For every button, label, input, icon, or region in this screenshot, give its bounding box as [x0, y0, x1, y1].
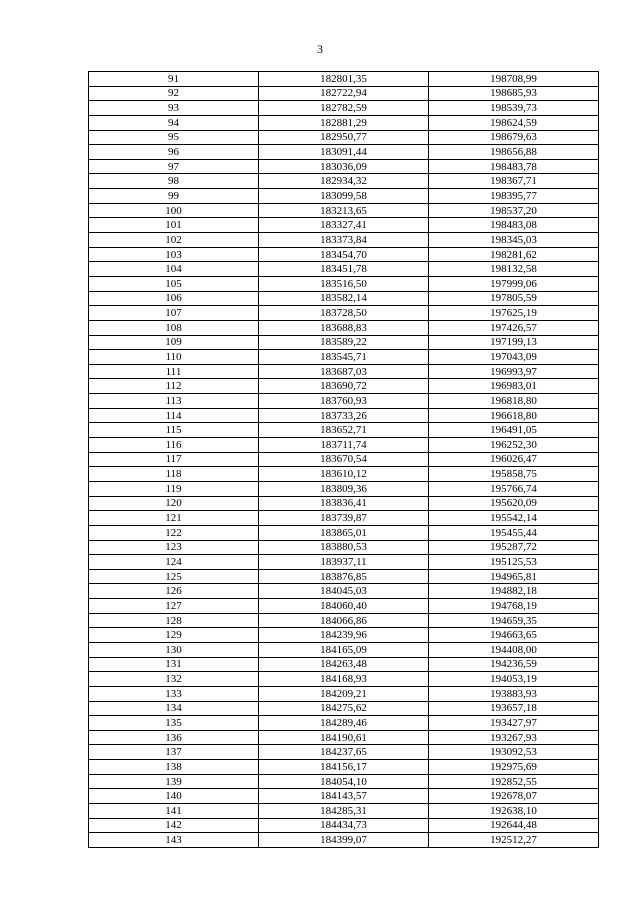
point-number-cell: 103 — [89, 247, 259, 262]
table-row — [89, 320, 599, 335]
x-coordinate-cell: 184190,61 — [259, 730, 429, 745]
y-coordinate-cell: 192852,55 — [429, 774, 599, 789]
point-number-cell: 115 — [89, 423, 259, 438]
point-number-cell: 105 — [89, 276, 259, 291]
y-coordinate-cell: 196491,05 — [429, 423, 599, 438]
point-number-cell: 135 — [89, 716, 259, 731]
table-row — [89, 394, 599, 409]
point-number-cell: 125 — [89, 569, 259, 584]
point-number-cell: 92 — [89, 86, 259, 101]
x-coordinate-cell: 183327,41 — [259, 218, 429, 233]
y-coordinate-cell: 198708,99 — [429, 72, 599, 87]
point-number-cell: 111 — [89, 364, 259, 379]
y-coordinate-cell: 198132,58 — [429, 262, 599, 277]
table-row — [89, 730, 599, 745]
table-row — [89, 218, 599, 233]
point-number-cell: 137 — [89, 745, 259, 760]
point-number-cell: 120 — [89, 496, 259, 511]
y-coordinate-cell: 193427,97 — [429, 716, 599, 731]
y-coordinate-cell: 198624,59 — [429, 115, 599, 130]
table-row — [89, 716, 599, 731]
x-coordinate-cell: 183876,85 — [259, 569, 429, 584]
table-row — [89, 467, 599, 482]
y-coordinate-cell: 195542,14 — [429, 511, 599, 526]
point-number-cell: 106 — [89, 291, 259, 306]
table-row — [89, 745, 599, 760]
point-number-cell: 140 — [89, 789, 259, 804]
x-coordinate-cell: 183373,84 — [259, 233, 429, 248]
y-coordinate-cell: 197199,13 — [429, 335, 599, 350]
table-row — [89, 247, 599, 262]
y-coordinate-cell: 198345,03 — [429, 233, 599, 248]
x-coordinate-cell: 183733,26 — [259, 408, 429, 423]
y-coordinate-cell: 196618,80 — [429, 408, 599, 423]
point-number-cell: 123 — [89, 540, 259, 555]
x-coordinate-cell: 183760,93 — [259, 394, 429, 409]
y-coordinate-cell: 196983,01 — [429, 379, 599, 394]
y-coordinate-cell: 198483,08 — [429, 218, 599, 233]
x-coordinate-cell: 183836,41 — [259, 496, 429, 511]
point-number-cell: 113 — [89, 394, 259, 409]
y-coordinate-cell: 192512,27 — [429, 833, 599, 848]
x-coordinate-cell: 182934,32 — [259, 174, 429, 189]
point-number-cell: 94 — [89, 115, 259, 130]
point-number-cell: 112 — [89, 379, 259, 394]
y-coordinate-cell: 198685,93 — [429, 86, 599, 101]
table-row — [89, 818, 599, 833]
point-number-cell: 109 — [89, 335, 259, 350]
point-number-cell: 102 — [89, 233, 259, 248]
point-number-cell: 130 — [89, 642, 259, 657]
y-coordinate-cell: 197999,06 — [429, 276, 599, 291]
x-coordinate-cell: 182722,94 — [259, 86, 429, 101]
point-number-cell: 128 — [89, 613, 259, 628]
x-coordinate-cell: 183610,12 — [259, 467, 429, 482]
y-coordinate-cell: 198395,77 — [429, 189, 599, 204]
table-row — [89, 599, 599, 614]
table-row — [89, 686, 599, 701]
point-number-cell: 121 — [89, 511, 259, 526]
page-number: 3 — [317, 42, 323, 56]
y-coordinate-cell: 197426,57 — [429, 320, 599, 335]
point-number-cell: 136 — [89, 730, 259, 745]
y-coordinate-cell: 196818,80 — [429, 394, 599, 409]
x-coordinate-cell: 183451,78 — [259, 262, 429, 277]
point-number-cell: 110 — [89, 350, 259, 365]
table-row — [89, 672, 599, 687]
y-coordinate-cell: 195455,44 — [429, 525, 599, 540]
x-coordinate-cell: 184239,96 — [259, 628, 429, 643]
table-row — [89, 423, 599, 438]
y-coordinate-cell: 197625,19 — [429, 306, 599, 321]
point-number-cell: 107 — [89, 306, 259, 321]
y-coordinate-cell: 192975,69 — [429, 760, 599, 775]
y-coordinate-cell: 198539,73 — [429, 101, 599, 116]
point-number-cell: 108 — [89, 320, 259, 335]
y-coordinate-cell: 197043,09 — [429, 350, 599, 365]
y-coordinate-cell: 198656,88 — [429, 145, 599, 160]
table-row — [89, 379, 599, 394]
x-coordinate-cell: 183880,53 — [259, 540, 429, 555]
coordinates-table-body — [89, 72, 599, 848]
table-row — [89, 189, 599, 204]
y-coordinate-cell: 194965,81 — [429, 569, 599, 584]
table-row — [89, 555, 599, 570]
point-number-cell: 101 — [89, 218, 259, 233]
table-row — [89, 262, 599, 277]
x-coordinate-cell: 184165,09 — [259, 642, 429, 657]
x-coordinate-cell: 183516,50 — [259, 276, 429, 291]
x-coordinate-cell: 182950,77 — [259, 130, 429, 145]
table-row — [89, 760, 599, 775]
table-row — [89, 350, 599, 365]
x-coordinate-cell: 184060,40 — [259, 599, 429, 614]
y-coordinate-cell: 198483,78 — [429, 159, 599, 174]
y-coordinate-cell: 194236,59 — [429, 657, 599, 672]
y-coordinate-cell: 193267,93 — [429, 730, 599, 745]
y-coordinate-cell: 193092,53 — [429, 745, 599, 760]
x-coordinate-cell: 183670,54 — [259, 452, 429, 467]
y-coordinate-cell: 194659,35 — [429, 613, 599, 628]
y-coordinate-cell: 192644,48 — [429, 818, 599, 833]
point-number-cell: 116 — [89, 438, 259, 453]
x-coordinate-cell: 183688,83 — [259, 320, 429, 335]
table-row — [89, 496, 599, 511]
table-row — [89, 540, 599, 555]
y-coordinate-cell: 192638,10 — [429, 804, 599, 819]
y-coordinate-cell: 198367,71 — [429, 174, 599, 189]
table-row — [89, 452, 599, 467]
point-number-cell: 118 — [89, 467, 259, 482]
y-coordinate-cell: 195858,75 — [429, 467, 599, 482]
y-coordinate-cell: 196252,30 — [429, 438, 599, 453]
table-row — [89, 628, 599, 643]
point-number-cell: 122 — [89, 525, 259, 540]
x-coordinate-cell: 183582,14 — [259, 291, 429, 306]
x-coordinate-cell: 183091,44 — [259, 145, 429, 160]
table-row — [89, 145, 599, 160]
table-row — [89, 438, 599, 453]
table-row — [89, 364, 599, 379]
x-coordinate-cell: 183545,71 — [259, 350, 429, 365]
x-coordinate-cell: 184275,62 — [259, 701, 429, 716]
point-number-cell: 100 — [89, 203, 259, 218]
y-coordinate-cell: 198679,63 — [429, 130, 599, 145]
x-coordinate-cell: 183652,71 — [259, 423, 429, 438]
point-number-cell: 124 — [89, 555, 259, 570]
x-coordinate-cell: 183036,09 — [259, 159, 429, 174]
x-coordinate-cell: 183711,74 — [259, 438, 429, 453]
y-coordinate-cell: 194663,65 — [429, 628, 599, 643]
y-coordinate-cell: 194768,19 — [429, 599, 599, 614]
table-row — [89, 613, 599, 628]
x-coordinate-cell: 184156,17 — [259, 760, 429, 775]
x-coordinate-cell: 183739,87 — [259, 511, 429, 526]
y-coordinate-cell: 195766,74 — [429, 481, 599, 496]
x-coordinate-cell: 184045,03 — [259, 584, 429, 599]
x-coordinate-cell: 184263,48 — [259, 657, 429, 672]
table-row — [89, 159, 599, 174]
point-number-cell: 99 — [89, 189, 259, 204]
x-coordinate-cell: 184168,93 — [259, 672, 429, 687]
point-number-cell: 129 — [89, 628, 259, 643]
y-coordinate-cell: 193883,93 — [429, 686, 599, 701]
point-number-cell: 133 — [89, 686, 259, 701]
point-number-cell: 138 — [89, 760, 259, 775]
x-coordinate-cell: 183865,01 — [259, 525, 429, 540]
y-coordinate-cell: 194408,00 — [429, 642, 599, 657]
x-coordinate-cell: 183454,70 — [259, 247, 429, 262]
y-coordinate-cell: 197805,59 — [429, 291, 599, 306]
table-row — [89, 101, 599, 116]
x-coordinate-cell: 183728,50 — [259, 306, 429, 321]
point-number-cell: 131 — [89, 657, 259, 672]
table-row — [89, 233, 599, 248]
table-row — [89, 335, 599, 350]
table-row — [89, 833, 599, 848]
table-row — [89, 701, 599, 716]
coordinates-table — [88, 71, 599, 848]
x-coordinate-cell: 184209,21 — [259, 686, 429, 701]
x-coordinate-cell: 182782,59 — [259, 101, 429, 116]
table-row — [89, 115, 599, 130]
table-row — [89, 511, 599, 526]
y-coordinate-cell: 196993,97 — [429, 364, 599, 379]
y-coordinate-cell: 196026,47 — [429, 452, 599, 467]
table-row — [89, 481, 599, 496]
x-coordinate-cell: 183690,72 — [259, 379, 429, 394]
x-coordinate-cell: 184054,10 — [259, 774, 429, 789]
x-coordinate-cell: 184066,86 — [259, 613, 429, 628]
table-row — [89, 774, 599, 789]
x-coordinate-cell: 184399,07 — [259, 833, 429, 848]
y-coordinate-cell: 198281,62 — [429, 247, 599, 262]
table-row — [89, 130, 599, 145]
table-row — [89, 72, 599, 87]
point-number-cell: 143 — [89, 833, 259, 848]
y-coordinate-cell: 194882,18 — [429, 584, 599, 599]
point-number-cell: 132 — [89, 672, 259, 687]
y-coordinate-cell: 193657,18 — [429, 701, 599, 716]
point-number-cell: 117 — [89, 452, 259, 467]
table-row — [89, 642, 599, 657]
x-coordinate-cell: 183937,11 — [259, 555, 429, 570]
y-coordinate-cell: 195287,72 — [429, 540, 599, 555]
x-coordinate-cell: 184285,31 — [259, 804, 429, 819]
y-coordinate-cell: 195125,53 — [429, 555, 599, 570]
table-row — [89, 584, 599, 599]
point-number-cell: 97 — [89, 159, 259, 174]
point-number-cell: 98 — [89, 174, 259, 189]
point-number-cell: 134 — [89, 701, 259, 716]
table-row — [89, 306, 599, 321]
point-number-cell: 142 — [89, 818, 259, 833]
point-number-cell: 93 — [89, 101, 259, 116]
point-number-cell: 91 — [89, 72, 259, 87]
y-coordinate-cell: 198537,20 — [429, 203, 599, 218]
table-row — [89, 291, 599, 306]
point-number-cell: 95 — [89, 130, 259, 145]
table-row — [89, 203, 599, 218]
x-coordinate-cell: 184434,73 — [259, 818, 429, 833]
x-coordinate-cell: 184237,65 — [259, 745, 429, 760]
point-number-cell: 126 — [89, 584, 259, 599]
point-number-cell: 141 — [89, 804, 259, 819]
table-row — [89, 86, 599, 101]
table-row — [89, 174, 599, 189]
x-coordinate-cell: 183213,65 — [259, 203, 429, 218]
table-row — [89, 569, 599, 584]
point-number-cell: 104 — [89, 262, 259, 277]
table-row — [89, 276, 599, 291]
point-number-cell: 119 — [89, 481, 259, 496]
x-coordinate-cell: 184143,57 — [259, 789, 429, 804]
x-coordinate-cell: 183687,03 — [259, 364, 429, 379]
y-coordinate-cell: 194053,19 — [429, 672, 599, 687]
x-coordinate-cell: 183589,22 — [259, 335, 429, 350]
point-number-cell: 127 — [89, 599, 259, 614]
table-row — [89, 657, 599, 672]
x-coordinate-cell: 183809,36 — [259, 481, 429, 496]
table-row — [89, 408, 599, 423]
y-coordinate-cell: 195620,09 — [429, 496, 599, 511]
point-number-cell: 96 — [89, 145, 259, 160]
point-number-cell: 139 — [89, 774, 259, 789]
x-coordinate-cell: 182881,29 — [259, 115, 429, 130]
x-coordinate-cell: 183099,58 — [259, 189, 429, 204]
y-coordinate-cell: 192678,07 — [429, 789, 599, 804]
x-coordinate-cell: 184289,46 — [259, 716, 429, 731]
table-row — [89, 525, 599, 540]
table-row — [89, 804, 599, 819]
x-coordinate-cell: 182801,35 — [259, 72, 429, 87]
table-row — [89, 789, 599, 804]
point-number-cell: 114 — [89, 408, 259, 423]
